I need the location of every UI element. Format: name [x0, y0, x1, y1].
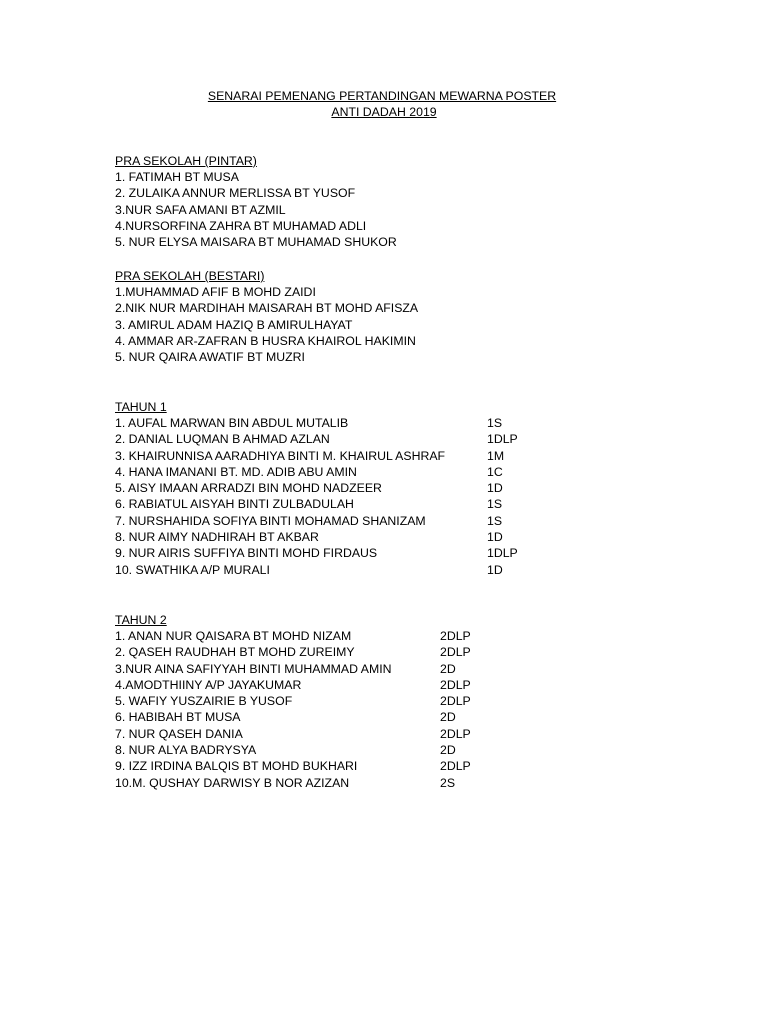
list-item	[115, 185, 356, 201]
section-pra-sekolah-pintar	[115, 153, 397, 250]
list-item	[115, 218, 367, 234]
class-code: 1S	[487, 513, 503, 528]
winner-name: 1. FATIMAH BT MUSA	[115, 170, 239, 184]
class-code: 2DLP	[440, 629, 471, 643]
table-row	[115, 677, 471, 693]
winner-name: 7. NURSHAHIDA SOFIYA BINTI MOHAMAD SHANIZAM	[115, 513, 426, 528]
table-row	[115, 758, 471, 774]
winner-name: 4. HANA IMANANI BT. MD. ADIB ABU AMIN	[115, 464, 357, 479]
winner-name: 3. AMIRUL ADAM HAZIQ B AMIRULHAYAT	[115, 317, 353, 332]
section-heading: PRA SEKOLAH (BESTARI)	[115, 269, 265, 283]
winner-name: 3. KHAIRUNNISA AARADHIYA BINTI M. KHAIRUL ASHRAF	[115, 448, 446, 463]
winner-name: 8. NUR ALYA BADRYSYA	[115, 743, 257, 758]
list-item	[115, 169, 257, 185]
winner-name: 5. AISY IMAAN ARRADZI BIN MOHD NADZEER	[115, 481, 382, 496]
table-row	[115, 726, 471, 742]
document-subtitle: ANTI DADAH 2019	[331, 105, 437, 119]
class-code: 1D	[487, 481, 503, 496]
class-code: 1DLP	[487, 546, 518, 561]
winner-name: 2. ZULAIKA ANNUR MERLISSA BT YUSOF	[115, 186, 356, 201]
table-row	[115, 775, 456, 791]
winner-name: 5. NUR QAIRA AWATIF BT MUZRI	[115, 350, 305, 365]
list-item	[115, 300, 419, 316]
class-code: 1S	[487, 497, 503, 512]
table-row	[115, 415, 503, 431]
winner-name: 6. HABIBAH BT MUSA	[115, 710, 241, 725]
winner-name: 6. RABIATUL AISYAH BINTI ZULBADULAH	[115, 497, 354, 512]
winner-name: 2. DANIAL LUQMAN B AHMAD AZLAN	[115, 432, 330, 447]
list-item	[115, 284, 316, 300]
section-tahun-2	[115, 612, 471, 791]
table-row	[115, 431, 518, 447]
list-item	[115, 349, 305, 365]
winner-name: 9. NUR AIRIS SUFFIYA BINTI MOHD FIRDAUS	[115, 546, 378, 561]
winner-name: 7. NUR QASEH DANIA	[115, 726, 243, 741]
class-code: 1D	[487, 530, 503, 545]
table-row	[115, 693, 471, 709]
table-row	[115, 742, 456, 758]
list-item	[115, 202, 286, 218]
winner-name: 3.NUR SAFA AMANI BT AZMIL	[115, 202, 286, 217]
section-heading: PRA SEKOLAH (PINTAR)	[115, 154, 257, 168]
winner-name: 4.AMODTHIINY A/P JAYAKUMAR	[115, 677, 302, 692]
table-row	[115, 480, 503, 496]
class-code: 2S	[440, 775, 456, 790]
winner-name: 4. AMMAR AR-ZAFRAN B HUSRA KHAIROL HAKIMIN	[115, 333, 416, 348]
table-row	[115, 628, 471, 644]
winner-name: 2.NIK NUR MARDIHAH MAISARAH BT MOHD AFISZA	[115, 301, 419, 316]
section-tahun-1	[115, 399, 518, 578]
section-pra-sekolah-bestari	[115, 268, 419, 365]
class-code: 2DLP	[440, 645, 471, 660]
class-code: 2DLP	[440, 677, 471, 692]
winner-name: 8. NUR AIMY NADHIRAH BT AKBAR	[115, 530, 319, 545]
class-code: 1DLP	[487, 432, 518, 447]
winner-name: 10. SWATHIKA A/P MURALI	[115, 562, 270, 577]
list-item	[115, 234, 397, 250]
section-heading: TAHUN 2	[115, 613, 167, 627]
table-row	[115, 513, 503, 529]
table-row	[115, 709, 456, 725]
winner-name: 1.MUHAMMAD AFIF B MOHD ZAIDI	[115, 285, 316, 299]
winner-name: 2. QASEH RAUDHAH BT MOHD ZUREIMY	[115, 645, 355, 660]
table-row	[115, 644, 471, 660]
class-code: 2D	[440, 661, 456, 676]
class-code: 1M	[487, 448, 505, 463]
class-code: 2DLP	[440, 759, 471, 774]
winner-name: 5. WAFIY YUSZAIRIE B YUSOF	[115, 694, 293, 709]
list-item	[115, 317, 353, 333]
table-row	[115, 448, 505, 464]
winner-name: 3.NUR AINA SAFIYYAH BINTI MUHAMMAD AMIN	[115, 661, 392, 676]
class-code: 1S	[487, 416, 503, 430]
winner-name: 9. IZZ IRDINA BALQIS BT MOHD BUKHARI	[115, 759, 358, 774]
class-code: 1D	[487, 562, 503, 577]
winner-name: 1. AUFAL MARWAN BIN ABDUL MUTALIB	[115, 416, 349, 430]
class-code: 2D	[440, 743, 456, 758]
table-row	[115, 562, 503, 578]
winner-name: 1. ANAN NUR QAISARA BT MOHD NIZAM	[115, 629, 352, 643]
winner-name: 4.NURSORFINA ZAHRA BT MUHAMAD ADLI	[115, 218, 367, 233]
winner-name: 10.M. QUSHAY DARWISY B NOR AZIZAN	[115, 775, 350, 790]
table-row	[115, 529, 503, 545]
table-row	[115, 545, 518, 561]
class-code: 2DLP	[440, 726, 471, 741]
class-code: 1C	[487, 464, 503, 479]
table-row	[115, 661, 456, 677]
table-row	[115, 496, 503, 512]
class-code: 2DLP	[440, 694, 471, 709]
document-title: SENARAI PEMENANG PERTANDINGAN MEWARNA POSTER	[207, 89, 557, 103]
table-row	[115, 464, 503, 480]
winner-name: 5. NUR ELYSA MAISARA BT MUHAMAD SHUKOR	[115, 235, 397, 250]
list-item	[115, 333, 416, 349]
class-code: 2D	[440, 710, 456, 725]
section-heading: TAHUN 1	[115, 400, 167, 414]
